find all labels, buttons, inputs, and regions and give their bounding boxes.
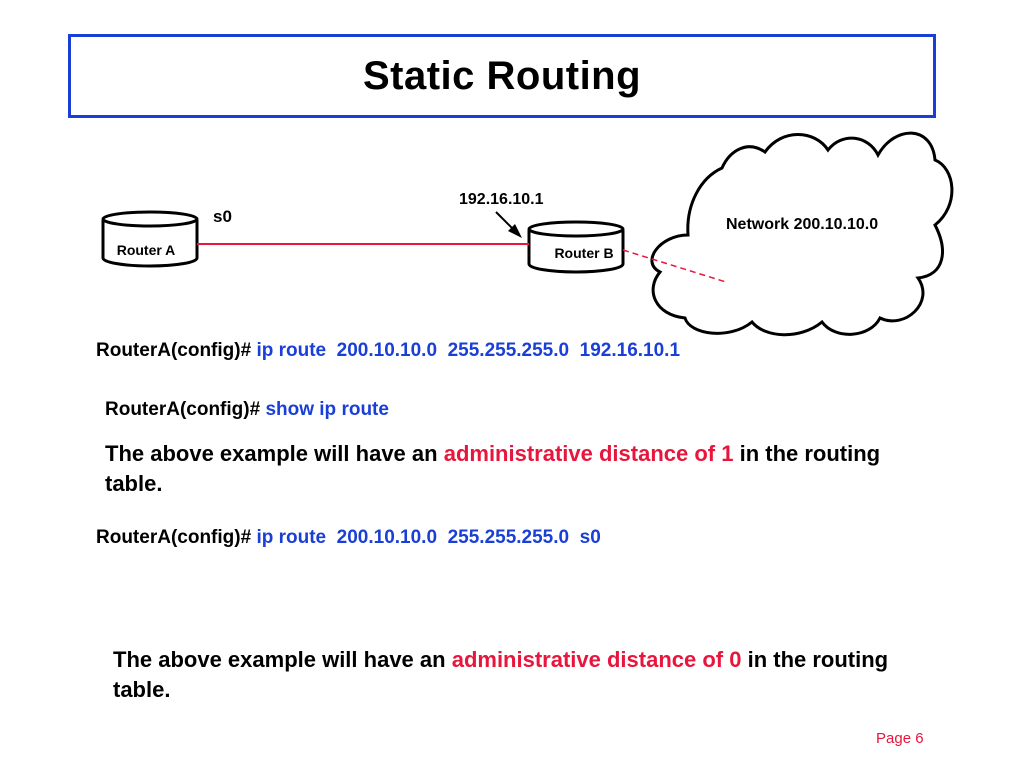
page-number: Page 6 [876,730,924,747]
router-a [103,212,197,266]
command-2-text: show ip route [265,399,389,420]
network-cloud [652,133,952,335]
note-2-highlight: administrative distance of 0 [451,647,742,672]
router-b-label: Router B [554,245,614,261]
router-a-label: Router A [116,242,176,258]
note-1-after: in the routing table. [105,441,881,496]
command-line-2 [105,399,389,421]
note-1 [105,439,935,499]
note-2-before: The above example will have an [113,647,452,672]
ip-arrow [496,212,522,238]
command-1-prompt: RouterA(config)# [96,340,252,361]
command-3-prompt: RouterA(config)# [96,527,252,548]
note-1-highlight: administrative distance of 1 [443,441,734,466]
command-line-1 [96,340,680,362]
command-2-prompt: RouterA(config)# [105,399,261,420]
command-3-text: ip route 200.10.10.0 255.255.255.0 s0 [256,527,601,548]
router-b [529,222,623,272]
page-title: Static Routing [362,53,642,98]
note-2 [113,645,943,705]
command-line-3 [96,527,601,549]
network-label: Network 200.10.10.0 [726,216,879,233]
interface-label: s0 [213,207,232,226]
note-2-after: in the routing table. [113,647,889,702]
ip-address-label: 192.16.10.1 [459,191,544,208]
command-1-text: ip route 200.10.10.0 255.255.255.0 192.16.10.1 [256,340,681,361]
note-1-before: The above example will have an [105,441,444,466]
